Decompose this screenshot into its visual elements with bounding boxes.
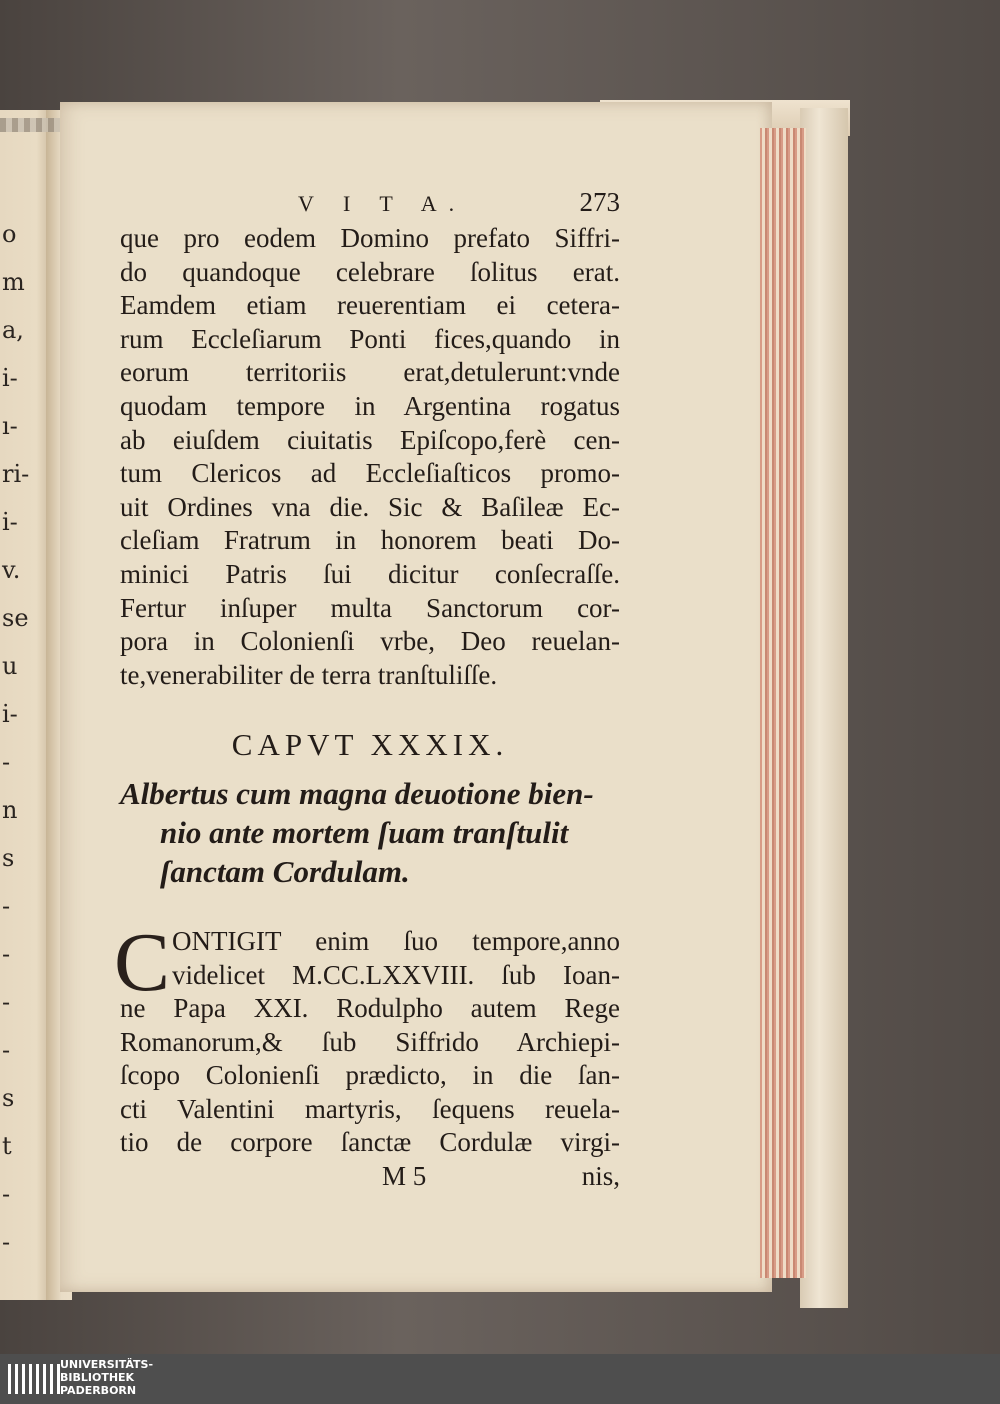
text-line: ne Papa XXI. Rodulpho autem Rege [120, 993, 620, 1024]
drop-capital: C [114, 915, 171, 1009]
library-logo-text [60, 1358, 153, 1397]
left-fragment: m [2, 268, 25, 296]
body-paragraph [114, 915, 620, 1160]
text-line: rum Eccleſiarum Ponti fices,quando in [120, 323, 620, 354]
left-fragment: - [2, 988, 11, 1016]
left-fragment: - [2, 1228, 11, 1256]
text-line: ab eiuſdem ciuitatis Epiſcopo,ferè cen- [120, 424, 620, 455]
left-fragment: i- [2, 700, 18, 728]
text-line: ſcopo Colonienſi prædicto, in die ſan- [120, 1060, 620, 1091]
left-fragment: s [2, 1084, 15, 1112]
left-fragment: a, [2, 316, 24, 344]
text-line: te,venerabiliter de terra tranſtuliſſe. [120, 659, 498, 690]
top-paragraph [120, 222, 620, 692]
left-fragment: s [2, 844, 15, 872]
text-line: cleſiam Fratrum in honorem beati Do- [120, 525, 620, 556]
text-line: Fertur inſuper multa Sanctorum cor- [120, 592, 620, 623]
text-line: que pro eodem Domino prefato Siffri- [120, 223, 620, 253]
left-fragment: ri- [2, 460, 30, 488]
left-fragment: - [2, 940, 11, 968]
library-footer-bar [0, 1354, 1000, 1404]
left-fragment: - [2, 748, 11, 776]
summary-line: nio ante mortem ſuam tranſtulit [160, 814, 569, 850]
left-fragment: n [2, 796, 18, 824]
logo-line: PADERBORN [60, 1384, 137, 1397]
page-footer-line [120, 1160, 620, 1194]
running-head [120, 186, 620, 222]
text-line: videlicet M.CC.LXXVIII. ſub Ioan- [172, 959, 620, 990]
left-fragment: i- [2, 364, 18, 392]
left-fragment: i- [2, 508, 18, 536]
left-fragment: u [2, 652, 18, 680]
text-line: cti Valentini martyris, ſequens reuela- [120, 1093, 620, 1124]
left-fragment: ı- [2, 412, 18, 440]
page-text [114, 186, 620, 1194]
signature-mark: M 5 [382, 1161, 427, 1192]
text-line: quodam tempore in Argentina rogatus [120, 390, 620, 421]
text-line: pora in Colonienſi vrbe, Deo reuelan- [120, 626, 620, 657]
left-fragment: se [2, 604, 29, 632]
text-line: eorum territoriis erat,detulerunt:vnde [120, 357, 620, 388]
text-line: Eamdem etiam reuerentiam ei cetera- [120, 290, 620, 321]
library-logo-icon [8, 1364, 60, 1394]
page-edges [760, 128, 806, 1278]
chapter-summary [120, 774, 620, 891]
left-page-margin [0, 110, 52, 1300]
catchword: nis, [581, 1161, 620, 1192]
text-line: Romanorum,& ſub Siffrido Archiepi- [120, 1026, 620, 1057]
logo-line: UNIVERSITÄTS- [60, 1358, 154, 1371]
left-fragment: t [2, 1132, 12, 1160]
book-cover-edge [800, 108, 848, 1308]
left-fragment: - [2, 1180, 11, 1208]
text-line: tio de corpore ſanctæ Cordulæ virgi- [120, 1127, 620, 1158]
text-line: uit Ordines vna die. Sic & Baſileæ Ec- [120, 491, 620, 522]
left-fragment: v. [2, 556, 21, 584]
summary-line: ſanctam Cordulam. [160, 853, 410, 889]
page-number: 273 [579, 187, 620, 217]
running-title: V I T A. [298, 191, 467, 216]
left-fragment: o [2, 220, 17, 248]
chapter-heading: CAPVT XXXIX. [231, 727, 509, 763]
summary-line: Albertus cum magna deuotione bien- [120, 775, 594, 811]
text-line: do quandoque celebrare ſolitus erat. [120, 256, 620, 287]
text-line: tum Clericos ad Eccleſiaſticos promo- [120, 458, 620, 489]
text-line: ONTIGIT enim ſuo tempore,anno [172, 925, 620, 956]
left-fragment: - [2, 892, 11, 920]
text-line: minici Patris ſui dicitur conſecraſſe. [120, 558, 620, 589]
logo-line: BIBLIOTHEK [60, 1371, 135, 1384]
left-fragment: - [2, 1036, 11, 1064]
